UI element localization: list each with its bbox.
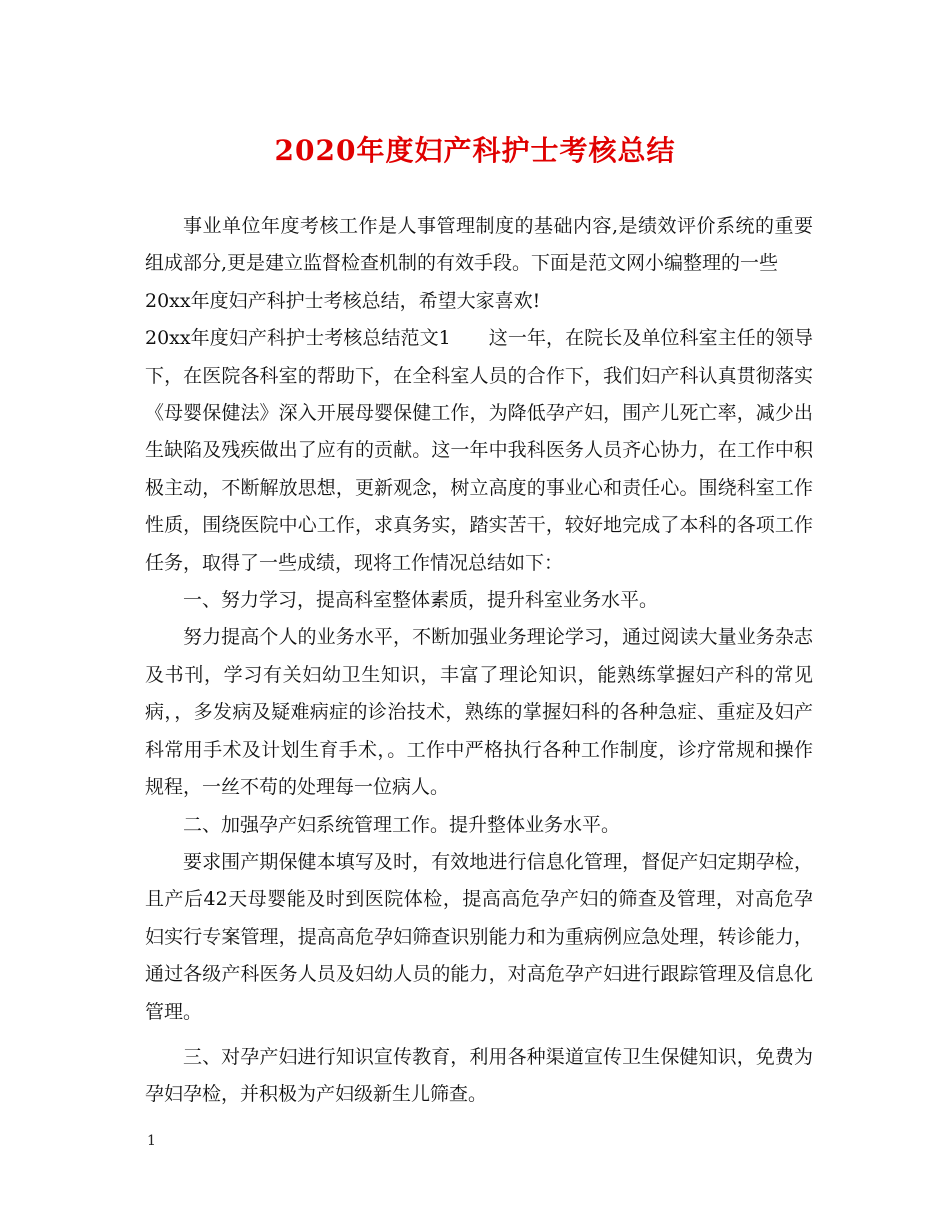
document-body — [145, 208, 813, 1114]
section2-heading: 二、加强孕产妇系统管理工作。提升整体业务水平。 — [183, 813, 621, 836]
document-title: 2020年度妇产科护士考核总结 — [274, 134, 676, 167]
intro-closing-line: 20xx年度妇产科护士考核总结，希望大家喜欢! — [145, 289, 541, 312]
intro-paragraph: 事业单位年度考核工作是人事管理制度的基础内容,是绩效评价系统的重要组成部分,更是建立监督检查机制的有效手段。下面是范文网小编整理的一些 — [145, 215, 813, 275]
section1-body: 努力提高个人的业务水平，不断加强业务理论学习，通过阅读大量业务杂志及书刊，学习有关妇幼卫生知识，丰富了理论知识，能熟练掌握妇产科的常见病，，多发病及疑难病症的诊治技术，熟练的掌握妇科的各种急症、重症及妇产科常用手术及计划生育手术，。工作中严格执行各种工作制度，诊疗常规和操作规程，一丝不苟的处理每一位病人。 — [145, 626, 813, 799]
section2-body: 要求围产期保健本填写及时，有效地进行信息化管理，督促产妇定期孕检，且产后42天母婴能及时到医院体检，提高高危孕产妇的筛查及管理，对高危孕妇实行专案管理，提高高危孕妇筛查识别能力和为重病例应急处理，转诊能力，通过各级产科医务人员及妇幼人员的能力，对高危孕产妇进行跟踪管理及信息化管理。 — [145, 850, 813, 1023]
sample-heading: 20xx年度妇产科护士考核总结范文1 — [145, 327, 451, 350]
section1-heading: 一、努力学习，提高科室整体素质，提升科室业务水平。 — [183, 589, 659, 612]
sample-body: 这一年，在院长及单位科室主任的领导下，在医院各科室的帮助下，在全科室人员的合作下，我们妇产科认真贯彻落实《母婴保健法》深入开展母婴保健工作，为降低孕产妇，围产儿死亡率，减少出生缺陷及残疾做出了应有的贡献。这一年中我科医务人员齐心协力，在工作中积极主动，不断解放思想，更新观念，树立高度的事业心和责任心。围绕科室工作性质，围绕医院中心工作，求真务实，踏实苦干，较好地完成了本科的各项工作任务，取得了一些成绩，现将工作情况总结如下： — [145, 327, 813, 574]
page-number: 1 — [147, 1133, 156, 1149]
sample-paragraph — [145, 320, 813, 582]
section3-body: 三、对孕产妇进行知识宣传教育，利用各种渠道宣传卫生保健知识，免费为孕妇孕检，并积极为产妇级新生儿筛查。 — [145, 1045, 813, 1106]
